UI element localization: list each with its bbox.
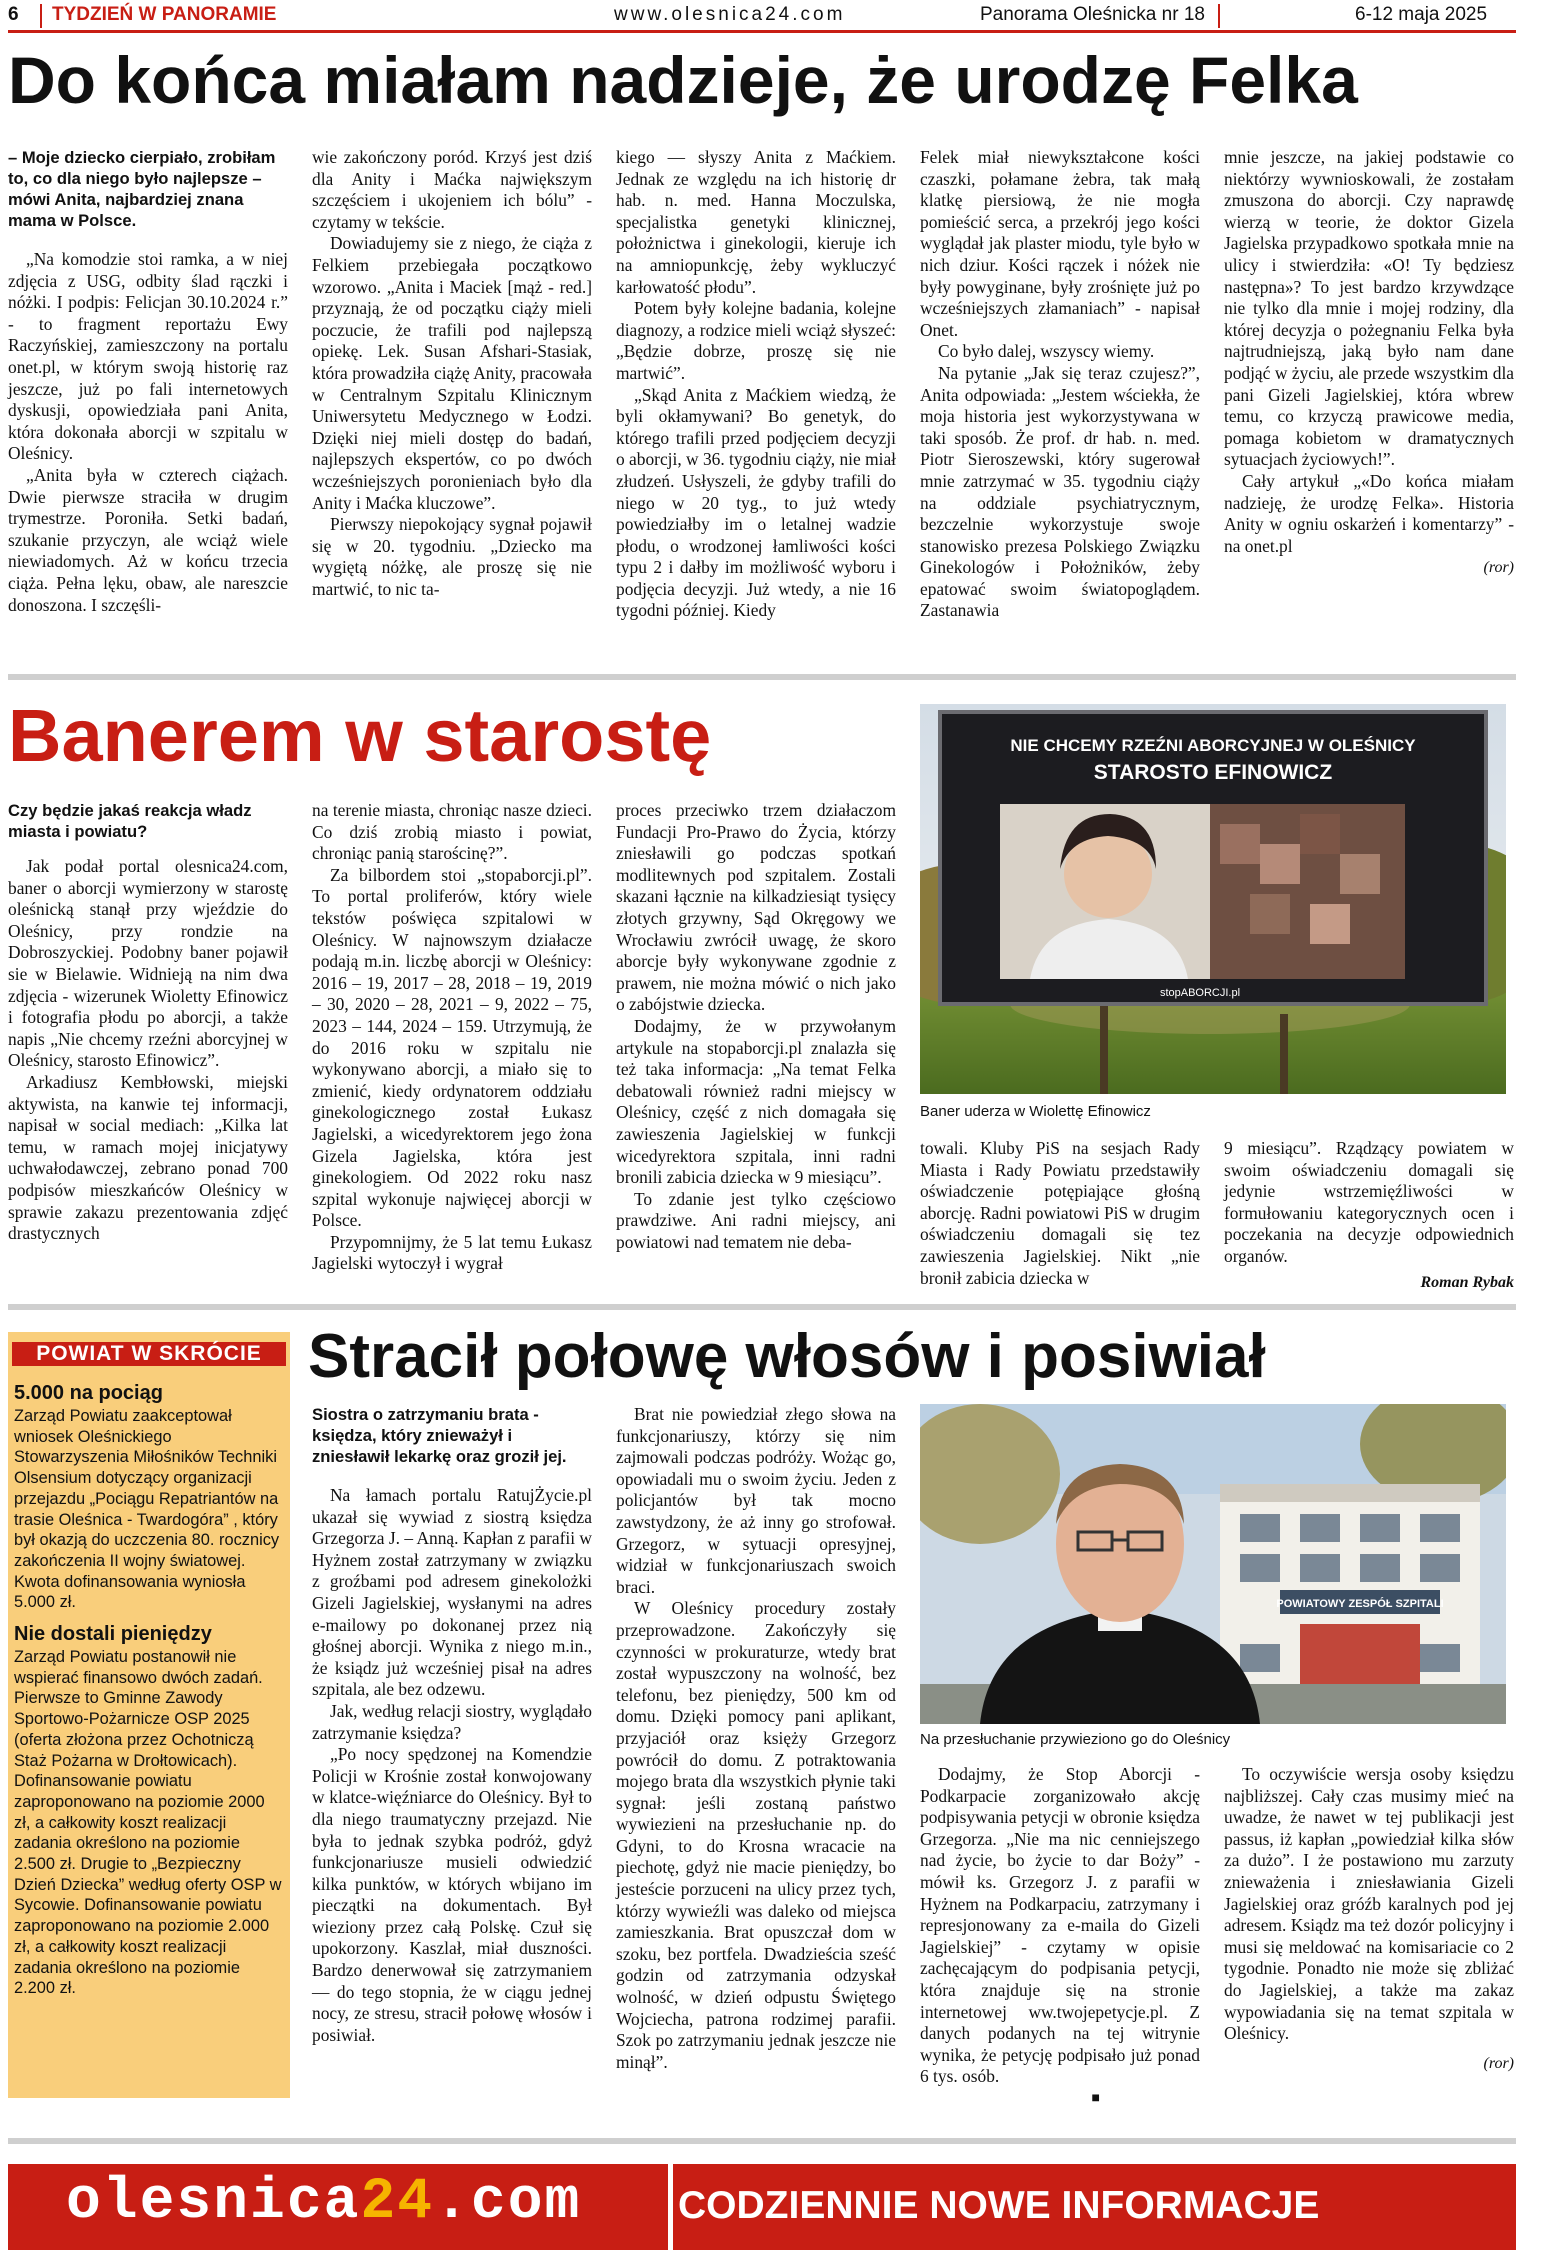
header-divider	[1218, 4, 1220, 28]
brief-paragraph: Zarząd Powiatu postanowił nie wspierać finansowo dwóch zadań. Pierwsze to Gminne Zawody Sportowo-Pożarnicze OSP 2025 (oferta złożona przez Ochotniczą Staż Pożarna w Drołtowicach). Dofinansowanie powiatu zaproponowano na poziomie 2000 zł, a całkowity koszt realizacji zadania określono na poziomie 2.500 zł. Drugie to „Bezpieczny Dzień Dziecka” według oferty OSP w Sycowie. Dofinansowanie powiatu zaproponowano na poziomie 2.000 zł, a całkowity koszt realizacji zadania określono na poziomie 2.200 zł.	[14, 1648, 282, 1998]
brand-part: olesnica	[66, 2170, 361, 2235]
article-1-col-2	[312, 147, 592, 600]
page-number: 6	[8, 4, 19, 25]
footer-brand[interactable]	[66, 2170, 581, 2235]
paragraph: Jak podał portal olesnica24.com, baner o aborcji wymierzony w starostę oleśnicką stanął przy wjeździe do Oleśnicy, przy rondzie na Dobroszyckiej. Podobny baner pojawił sie w Bielawie. Widnieją na nim dwa zdjęcia - wizerunek Wioletty Efinowicz i fotografia płodu po aborcji, a także napis „Nie chcemy rzeźni aborcyjnej w Oleśnicy, starosto Efinowicz”.	[8, 856, 288, 1071]
billboard-line-2: STAROSTO EFINOWICZ	[1093, 761, 1333, 784]
article-1-col-5	[1224, 147, 1514, 579]
article-1-signature: (ror)	[1483, 559, 1514, 577]
billboard-photo	[920, 704, 1506, 1094]
brief-heading: Nie dostali pieniędzy	[14, 1623, 212, 1646]
hospital-sign: POWIATOWY ZESPÓŁ SZPITALI	[1276, 1598, 1444, 1610]
footer-divider	[668, 2164, 673, 2250]
article-1-lead: – Moje dziecko cierpiało, zrobiłam to, co dla niego było najlepsze – mówi Anita, najbardziej znana mama w Polsce.	[8, 148, 276, 230]
paragraph: Pierwszy niepokojący sygnał pojawił się w 20. tygodniu. „Dziecko ma wygiętą nóżkę, ale proszę się nie martwić, to nic ta-	[312, 514, 592, 599]
paragraph: na terenie miasta, chroniąc nasze dzieci. Co dziś zrobią miasto i powiat, chroniąc panią starościnę?”.	[312, 800, 592, 864]
article-3-col-2	[616, 1404, 896, 2073]
paragraph: Na pytanie „Jak się teraz czujesz?”, Anita odpowiada: „Jestem wściekła, że moja historia jest wykorzystywana w taki sposób. Że prof. dr hab. n. med. Piotr Sieroszewski, który sugerował mnie zatrzymać w 35. tygodniu ciąży na oddziale psychiatrycznym, bezczelnie wykorzystuje swoje stanowisko prezesa Polskiego Związku Ginekologów i Położników, żeby epatować swoim światopoglądem. Zastanawia	[920, 362, 1200, 621]
article-2-col-5	[1224, 1138, 1514, 1293]
paragraph: wie zakończony poród. Krzyś jest dziś dla Anity i Maćka największym szczęściem i ukojeniem ich bólu” - czytamy w tekście.	[312, 147, 592, 232]
paragraph: „Na komodzie stoi ramka, a w niej zdjęcia z USG, odbity ślad rączki i nóżki. I podpis: Felicjan 30.10.2024 r.” - to fragment reportażu Ewy Raczyńskiej, zamieszczony na portalu onet.pl, w którym swoją historię raz jeszcze, już po fali internetowych dyskusji, opowiedziała pani Anita, która dokonała aborcji w szpitalu w Oleśnicy.	[8, 249, 288, 464]
article-2-col-2	[312, 800, 592, 1275]
article-3-col-4	[1224, 1764, 1514, 2074]
paragraph: Za bilbordem stoi „stopaborcji.pl”. To portal proliferów, który wiele tekstów poświęca szpitalowi w Oleśnicy. W najnowszym działacze podają m.in. liczbę aborcji w Oleśnicy: 2016 – 19, 2017 – 28, 2018 – 19, 2019 – 30, 2020 – 28, 2021 – 9, 2022 – 75, 2023 – 144, 2024 – 159. Utrzymują, że do 2016 roku w szpitalu nie wykonywano aborcji, a miało się to zmienić, kiedy ordynatorem oddziału ginekologicznego został Łukasz Jagielski, a wicedyrektorem jego żona Gizela Jagielska, która jest ginekologiem. Od 2022 roku nasz szpital wykonuje najwięcej aborcji w Polsce.	[312, 864, 592, 1231]
paragraph: Cały artykuł „«Do końca miałam nadzieję, że urodzę Felka». Historia Anity w ogniu oskarżeń i komentarzy” - na onet.pl	[1224, 470, 1514, 556]
billboard-image	[920, 704, 1506, 1094]
paragraph: Dodajmy, że w przywołanym artykule na stopaborcji.pl znalazła się też taka informacja: „Na temat Felka debatowali również radni miejscy w Oleśnicy, część z nich domagała się zawieszenia Jagielskiej w funkcji wicedyrektora szpitala, inni radni bronili zabicia dziecka w 9 miesiącu”.	[616, 1015, 896, 1188]
header-rule	[8, 30, 1516, 33]
article-1-col-4	[920, 147, 1200, 622]
paragraph: Przypomnijmy, że 5 lat temu Łukasz Jagielski wytoczył i wygrał	[312, 1231, 592, 1274]
paragraph: Dowiadujemy sie z niego, że ciąża z Felkiem przebiegała początkowo wzorowo. „Anita i Maciek [mąż - red.] przyznają, że od początku ciąży mieli poczucie, że trafili pod najlepszą opiekę. Lek. Susan Afshari-Stasiak, która prowadziła ciążę Anity, pracowała w Centralnym Szpitalu Klinicznym Uniwersytetu Medycznego w Łodzi. Dzięki niej mieli dostęp do badań, najlepszych ekspertów, co po dwóch wcześniejszych poronieniach było dla Anity i Maćka kluczowe”.	[312, 233, 592, 513]
brief-paragraph: Zarząd Powiatu zaakceptował wniosek Oleśnickiego Stowarzyszenia Miłośników Techniki Olsensium dotyczący organizacji przejazdu „Pociągu Repatriantów na trasie Oleśnica - Twardogóra” , który był okazją do uczczenia 80. rocznicy zakończenia II wojny światowej. Kwota dofinansowania wyniosła 5.000 zł.	[14, 1407, 280, 1612]
news-brief-tag: POWIAT W SKRÓCIE	[12, 1342, 286, 1366]
billboard-caption: Baner uderza w Wiolettę Efinowicz	[920, 1103, 1151, 1120]
paragraph: To oczywiście wersja osoby księdzu najbliższej. Cały czas musimy mieć na uwadze, że nawet w tej publikacji jest passus, iż kapłan „powiedział kilka słów za dużo”. I że postawiono mu zarzuty znieważenia i zniesławiania Gizeli Jagielskiej oraz gróźb karalnych pod jej adresem. Ksiądz ma też dozór policyjny i musi się meldować na komisariacie co 2 tygodnie. Ponadto nie może się zbliżać do Jagielskiej, a także ma zakaz wypowiadania się na temat szpitala w Oleśnicy.	[1224, 1764, 1514, 2044]
priest-caption: Na przesłuchanie przywieziono go do Oleśnicy	[920, 1731, 1231, 1748]
article-3-col-1	[312, 1404, 592, 2046]
article-3-col-3	[920, 1764, 1200, 2110]
article-2-title: Banerem w starostę	[8, 694, 712, 777]
article-3-signature: (ror)	[1483, 2054, 1514, 2072]
news-brief-box	[8, 1332, 290, 2098]
page-header	[0, 0, 1558, 34]
billboard-line-1: NIE CHCEMY RZEŹNI ABORCYJNEJ W OLEŚNICY	[1010, 736, 1416, 755]
paragraph: „Anita była w czterech ciążach. Dwie pierwsze straciła w drugim trymestrze. Poroniła. Setki badań, szukanie przyczyn, ale wciąż wiele niewiadomych. Aż w końcu trzecia ciąża. Pełna lęku, obaw, ale nareszcie donoszona. I szczęśli-	[8, 464, 288, 615]
paragraph: Potem były kolejne badania, kolejne diagnozy, a rodzice mieli wciąż słyszeć: „Będzie dobrze, proszę się nie martwić”.	[616, 298, 896, 383]
article-1-col-1	[8, 147, 288, 616]
paragraph: „Po nocy spędzonej na Komendzie Policji w Krośnie został konwojowany w klatce-więźniarce do Oleśnicy. Był to dla niego traumatyczny przejazd. Nie była to jednak szybka podróż, gdyż funkcjonariusze musieli odwiedzić kilka punktów, w których wbijano im pieczątki na dokumentach. Był wieziony przez całą Polskę. Czuł się upokorzony. Kaszlał, miał duszności. Bardzo denerwował się zatrzymaniem — do tego stopnia, że w ciągu jednej nocy, ze stresu, stracił połowę włosów i posiwiał.	[312, 1744, 592, 2045]
section-divider	[8, 1304, 1516, 1310]
paragraph: Felek miał niewykształcone kości czaszki, połamane żebra, tak małą klatkę piersiową, że nie mogła pomieścić serca, a przekrój jego kości wyglądał jak plaster miodu, tyle było w nich dziur. Kości rączek i nóżek nie były powyginane, były zrośnięte już po wcześniejszych złamaniach” - napisał Onet.	[920, 147, 1200, 340]
end-mark: ■	[1091, 2090, 1100, 2106]
article-3-title: Stracił połowę włosów i posiwiał	[308, 1322, 1266, 1391]
article-1-title: Do końca miałam nadzieje, że urodzę Felka	[8, 43, 1358, 117]
paragraph: proces przeciwko trzem działaczom Fundacji Pro-Prawo do Życia, którzy zniesławili go podczas spotkań modlitewnych pod szpitalem. Zostali skazani łącznie na kilkadziesiąt tysięcy złotych grzywny, Sąd Okręgowy we Wrocławiu zwrócił uwagę, że skoro aborcje były wykonywane zgodnie z prawem, nie można mówić o nich jako o zabójstwie dziecka.	[616, 800, 896, 1015]
issue-date: 6-12 maja 2025	[1355, 4, 1488, 25]
footer-slogan: CODZIENNIE NOWE INFORMACJE	[678, 2184, 1320, 2227]
footer-banner[interactable]	[8, 2164, 1516, 2250]
paragraph: towali. Kluby PiS na sesjach Rady Miasta i Rady Powiatu przedstawiły oświadczenie potępiające głośną aborcję. Radni powiatowi PiS w drugim oświadczeniu domagali się tez zawieszenia Jagielskiej. Nikt „nie bronił zabicia dziecka w	[920, 1138, 1200, 1288]
article-2-lead: Czy będzie jakaś reakcja władz miasta i powiatu?	[8, 801, 252, 841]
article-2-col-4	[920, 1138, 1200, 1289]
paragraph: Brat nie powiedział złego słowa na funkcjonariuszy, którzy się nim zajmowali podczas podróży. Wożąc go, opowiadali mu o swoim życiu. Jeden z policjantów był tak mocno zawstydzony, że aż inny go strofował. Grzegorz, w sytuacji opresyjnej, widział w funkcjonariuszach swoich braci.	[616, 1404, 896, 1597]
header-divider	[40, 4, 42, 28]
article-2-col-3	[616, 800, 896, 1253]
paragraph: W Oleśnicy procedury zostały przeprowadzone. Zakończyły się czynności w prokuraturze, wtedy brat został wypuszczony na wolność, bez telefonu, bez pieniędzy, 500 km od domu. Dzięki pomocy pani aplikant, przyjaciół oraz księży Grzegorz powrócił do domu. Z potraktowania mojego brata dla wszystkich płynie taki sygnał: jeśli zostaną państwo wywiezieni na przesłuchanie np. do Gdyni, to do Krosna wracacie na piechotę, gdyż nie macie pieniędzy, bo jesteście porzuceni na ulicy przez tych, którzy wywieźli was daleko od miejsca zamieszkania. Brat opuszczał dom w szoku, bez portfela. Dwadzieścia sześć godzin od zatrzymania odzyskał wolność, w dzień odpustu Świętego Wojciecha, patrona rodzimej parafii. Szok po zatrzymaniu jednak jeszcze nie minął”.	[616, 1598, 896, 2072]
brief-heading: 5.000 na pociąg	[14, 1382, 163, 1404]
news-brief-body	[14, 1380, 284, 2007]
billboard-logo: stopABORCJI.pl	[1159, 987, 1241, 999]
article-2-signature: Roman Rybak	[1420, 1273, 1514, 1291]
paragraph: Dodajmy, że Stop Aborcji - Podkarpacie zorganizowało akcję podpisywania petycji w obronie księdza Grzegorza. „Nie ma nic cenniejszego nad życie, bo życie to dar Boży” - mówił ks. Grzegorz J. z parafii w Hyżnem na Podkarpaciu, zatrzymany i represjonowany za e-maila do Gizeli Jagielskiej” - czytamy w opisie zachęcającym do podpisania petycji, która znajduje się na stronie internetowej ww.twojepetycje.pl. Z danych podanych na tej witrynie wynika, że petycję podpisało już ponad 6 tys. osób.	[920, 1764, 1200, 2087]
paragraph: To zdanie jest tylko częściowo prawdziwe. Ani radni miejscy, ani powiatowi nad tematem nie deba-	[616, 1188, 896, 1252]
paragraph: mnie jeszcze, na jakiej podstawie co niektórzy wywnioskowali, że zostałam zmuszona do aborcji. Czy naprawdę wierzą w teorie, że doktor Gizela Jagielska przypadkowo spotkała mnie na ulicy i stwierdziła: «O! Ty będziesz następna»? To jest bardzo krzywdzące nie tylko dla mnie i mojej rodziny, dla której decyzja o pożegnaniu Felka była najtrudniejszą, jaką było nam dane podjąć w życiu, ale przede wszystkim dla pani Gizeli Jagielskiej, która wbrew temu, co krzyczą prawicowe media, pomaga kobietom w dramatycznych sytuacjach życiowych!”.	[1224, 147, 1514, 470]
paragraph: 9 miesiącu”. Rządzący powiatem w swoim oświadczeniu domagali się jedynie wstrzemięźliwości w formułowaniu kategorycznych ocen i poczekania na decyzje odpowiednich organów.	[1224, 1138, 1514, 1266]
paragraph: Arkadiusz Kembłowski, miejski aktywista, na kanwie tej informacji, napisał w social mediach: „Kilka lat temu, w ramach mojej inicjatywy uchwałodawczej, zebrano ponad 700 podpisów mieszkańców Oleśnicy w sprawie zakazu prezentowania zdjęć drastycznych	[8, 1071, 288, 1244]
paragraph: Co było dalej, wszyscy wiemy.	[938, 341, 1155, 362]
brand-part: 24	[360, 2170, 435, 2235]
website[interactable]: www.olesnica24.com	[614, 4, 846, 25]
priest-photo	[920, 1404, 1506, 1724]
brand-part: .com	[434, 2170, 582, 2235]
priest-image	[920, 1404, 1506, 1724]
section-name: TYDZIEŃ W PANORAMIE	[52, 4, 277, 25]
issue-name: Panorama Oleśnicka nr 18	[980, 4, 1205, 25]
paragraph: „Skąd Anita z Maćkiem wiedzą, że byli okłamywani? Bo genetyk, do którego trafili przed podjęciem decyzji o aborcji, w 36. tygodniu ciąży, nie miał złudzeń. Usłyszeli, że gdyby trafili do niego w 20 tyg., to już wtedy powiedziałby im o letalnej wadzie płodu, o wrodzonej łamliwości kości typu 2 i dałby im możliwość wyboru i podjęcia decyzji. Już wtedy, a nie 16 tygodni później. Kiedy	[616, 384, 896, 621]
paragraph: kiego — słyszy Anita z Maćkiem. Jednak ze względu na ich historię dr hab. n. med. Hanna Moczulska, specjalistka genetyki klinicznej, położnictwa i ginekologii, kieruje ich na amniopunkcję, żeby wykluczyć karłowatość płodu”.	[616, 147, 896, 297]
section-divider	[8, 674, 1516, 680]
section-divider	[8, 2138, 1516, 2144]
paragraph: Jak, według relacji siostry, wyglądało zatrzymanie księdza?	[312, 1700, 592, 1743]
paragraph: Na łamach portalu RatujŻycie.pl ukazał się wywiad z siostrą księdza Grzegorza J. – Anną. Kapłan z parafii w Hyżnem został zatrzymany w związku z groźbami pod adresem ginekolożki Gizeli Jagielskiej, wysłanymi na adres e-mailowy po dokonanej przez nią głośnej aborcji. Wynika z niego m.in., że ksiądz już wcześniej pisał na adres szpitala, ale bez odzewu.	[312, 1485, 592, 1700]
article-1-col-3	[616, 147, 896, 622]
article-2-col-1	[8, 800, 288, 1245]
article-3-lead: Siostra o zatrzymaniu brata - księdza, który znieważył i zniesławił lekarkę oraz groził jej.	[312, 1405, 567, 1466]
